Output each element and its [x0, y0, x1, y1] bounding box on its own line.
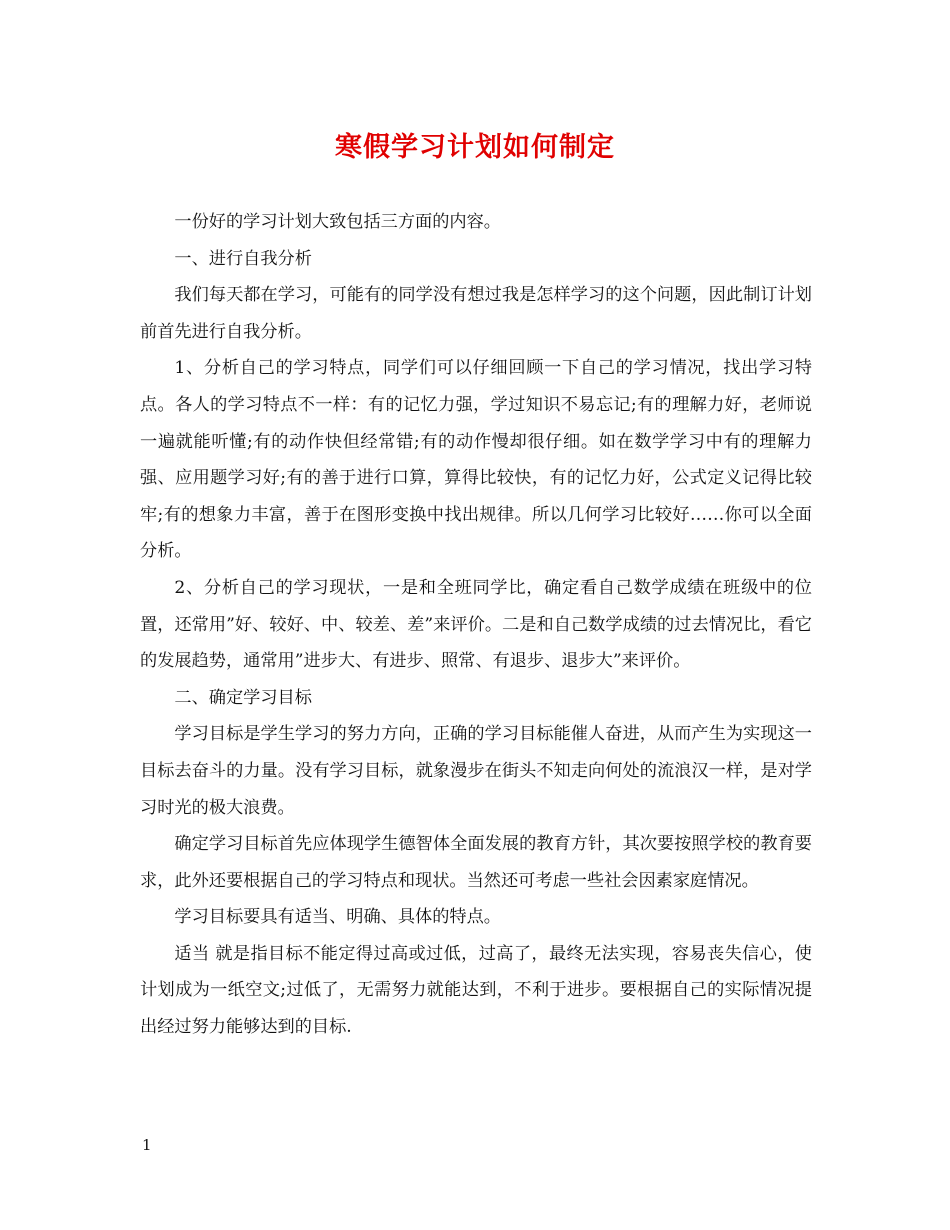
section-heading-self-analysis: 一、进行自我分析 — [174, 248, 312, 269]
paragraph: 确定学习目标首先应体现学生德智体全面发展的教育方针，其次要按照学校的教育要求，此外还要根据自己的学习特点和现状。当然还可考虑一些社会因素家庭情况。 — [140, 834, 812, 891]
section-heading-learning-goals: 二、确定学习目标 — [174, 687, 312, 708]
paragraph: 学习目标是学生学习的努力方向，正确的学习目标能催人奋进，从而产生为实现这一目标去奋斗的力量。没有学习目标，就象漫步在街头不知走向何处的流浪汉一样，是对学习时光的极大浪费。 — [140, 724, 812, 818]
paragraph: 1、分析自己的学习特点，同学们可以仔细回顾一下自己的学习情况，找出学习特点。各人的学习特点不一样：有的记忆力强，学过知识不易忘记;有的理解力好，老师说一遍就能听懂;有的动作快但经常错;有的动作慢却很仔细。如在数学学习中有的理解力强、应用题学习好;有的善于进行口算，算得比较快，有的记忆力好，公式定义记得比较牢;有的想象力丰富，善于在图形变换中找出规律。所以几何学习比较好……你可以全面分析。 — [140, 358, 812, 562]
page-number: 1 — [142, 1136, 152, 1154]
paragraph: 我们每天都在学习，可能有的同学没有想过我是怎样学习的这个问题，因此制订计划前首先进行自我分析。 — [140, 285, 812, 342]
paragraph: 适当 就是指目标不能定得过高或过低，过高了，最终无法实现，容易丧失信心，使计划成为一纸空文;过低了，无需努力就能达到，不利于进步。要根据自己的实际情况提出经过努力能够达到的目标. — [140, 943, 812, 1038]
paragraph: 2、分析自己的学习现状，一是和全班同学比，确定看自己数学成绩在班级中的位置，还常用”好、较好、中、较差、差”来评价。二是和自己数学成绩的过去情况比，看它的发展趋势，通常用”进步大、有进步、照常、有退步、退步大”来评价。 — [140, 577, 812, 672]
document-body — [140, 204, 812, 1046]
intro-paragraph: 一份好的学习计划大致包括三方面的内容。 — [174, 212, 501, 232]
document-title: 寒假学习计划如何制定 — [335, 132, 615, 163]
paragraph: 学习目标要具有适当、明确、具体的特点。 — [174, 907, 501, 928]
